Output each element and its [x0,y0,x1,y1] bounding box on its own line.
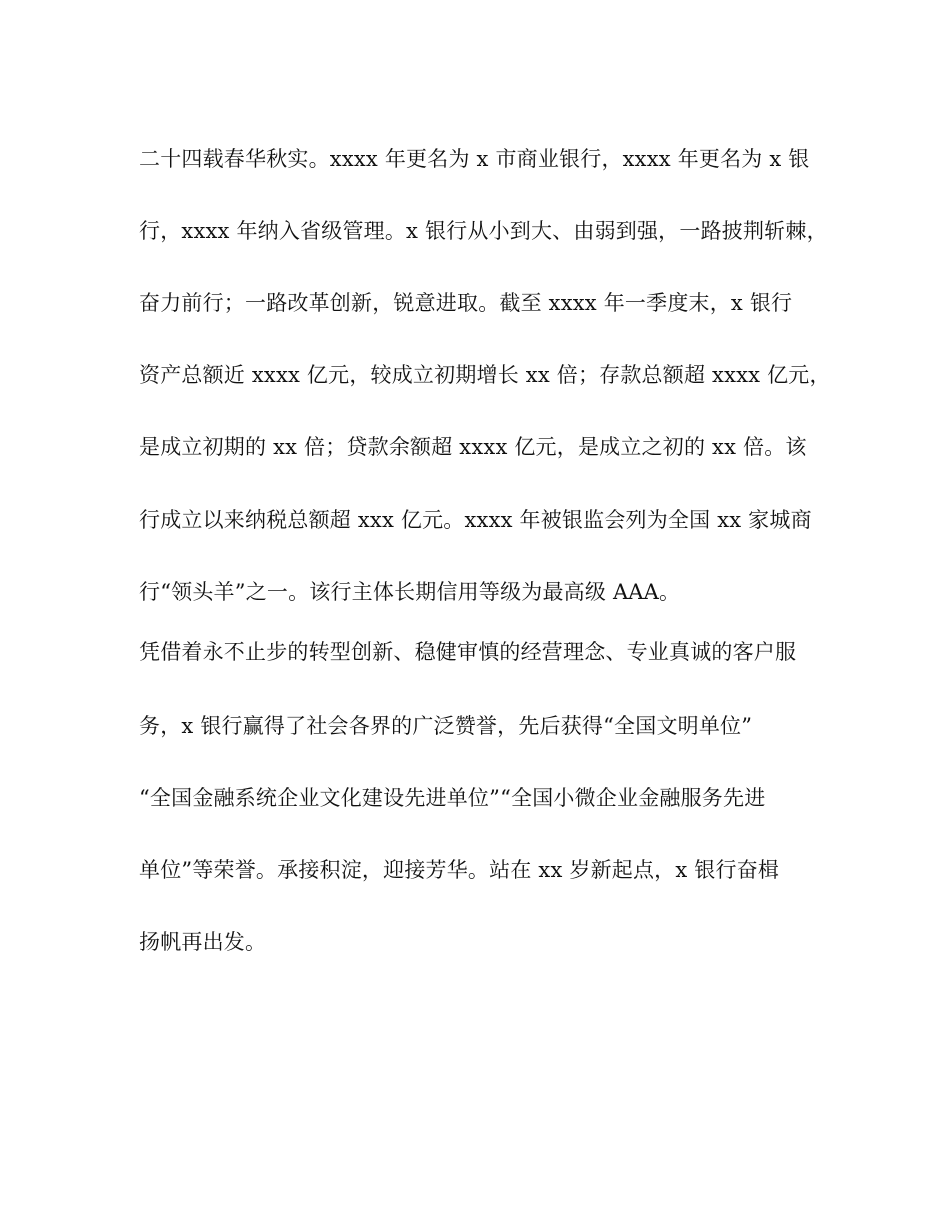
paragraph-2-line-1: 凭借着永不止步的转型创新、稳健审慎的经营理念、专业真诚的客户服 [139,640,797,664]
paragraph-1-line-5: 是成立初期的 xx 倍；贷款余额超 xxxx 亿元，是成立之初的 xx 倍。该 [139,435,807,459]
paragraph-2-line-5: 扬帆再出发。 [139,930,267,954]
paragraph-1-line-1: 二十四载春华秋实。xxxx 年更名为 x 市商业银行，xxxx 年更名为 x 银 [139,147,810,171]
paragraph-2-line-2: 务，x 银行赢得了社会各界的广泛赞誉，先后获得“全国文明单位” [139,714,753,738]
paragraph-1-line-7: 行“领头羊”之一。该行主体长期信用等级为最高级 AAA。 [139,580,681,604]
paragraph-2-line-4: 单位”等荣誉。承接积淀，迎接芳华。站在 xx 岁新起点，x 银行奋楫 [139,858,780,882]
paragraph-2-line-3: “全国金融系统企业文化建设先进单位”“全国小微企业金融服务先进 [139,786,766,810]
paragraph-1-line-2: 行，xxxx 年纳入省级管理。x 银行从小到大、由弱到强，一路披荆斩棘， [139,219,828,243]
paragraph-1-line-3: 奋力前行；一路改革创新，锐意进取。截至 xxxx 年一季度末，x 银行 [139,291,793,315]
paragraph-1-line-6: 行成立以来纳税总额超 xxx 亿元。xxxx 年被银监会列为全国 xx 家城商 [139,508,812,532]
paragraph-1-line-4: 资产总额近 xxxx 亿元，较成立初期增长 xx 倍；存款总额超 xxxx 亿元， [139,363,831,387]
